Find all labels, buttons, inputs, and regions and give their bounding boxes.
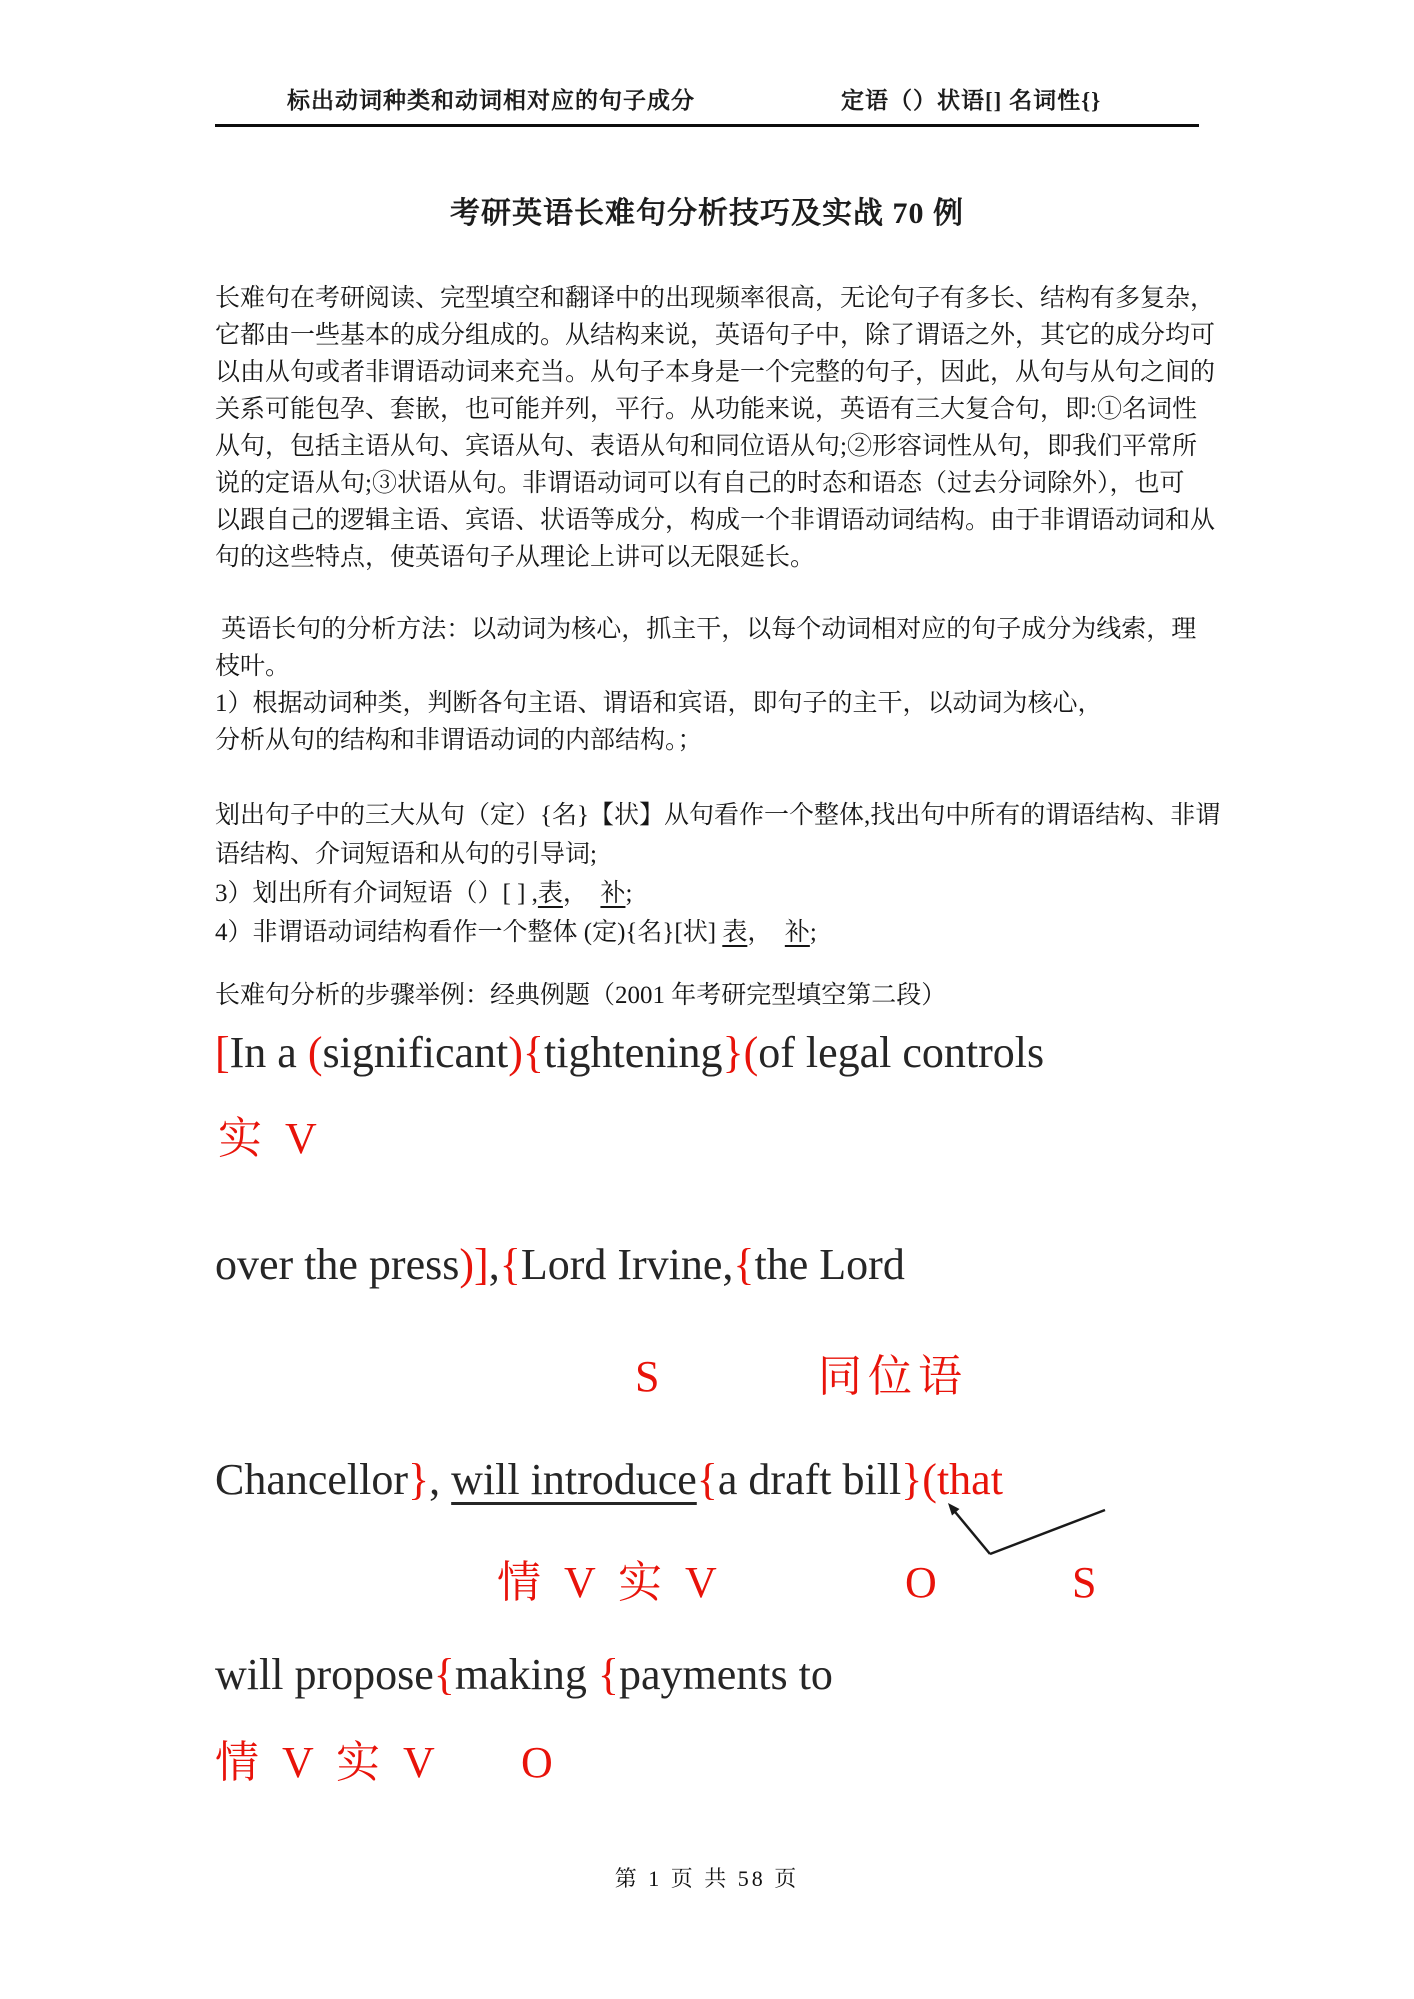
text-line: 以由从句或者非谓语动词来充当。从句子本身是一个完整的句子，因此，从句与从句之间的 (215, 359, 1216, 386)
example-caption: 长难句分析的步骤举例：经典例题（2001 年考研完型填空第二段） (215, 982, 947, 1009)
annotation-mark: [ (215, 1028, 230, 1077)
sentence-text: a draft bill (717, 1455, 902, 1504)
page-footer: 第 1 页 共 58 页 (614, 1866, 800, 1891)
sentence-line-4 (215, 1650, 833, 1701)
annotation-mark: { (499, 1240, 521, 1289)
sentence-text: will introduce (451, 1455, 697, 1504)
sentence-text: ， (562, 880, 601, 907)
annotation-mark: ){ (508, 1028, 545, 1077)
sentence-text: , (429, 1455, 452, 1504)
sentence-text: 补 (600, 880, 626, 907)
annotation-arrow (938, 1498, 1113, 1560)
annotation-o: O (905, 1558, 943, 1607)
sentence-text: ; (625, 880, 633, 907)
annotation-qing-v-shi-v-2: 情 V 实 V (215, 1738, 441, 1787)
sentence-text: 3）划出所有介词短语（）[ ] , (215, 880, 538, 907)
sentence-text: 表 (537, 880, 563, 907)
annotation-o-2: O (521, 1738, 559, 1787)
annotation-s: S (635, 1352, 666, 1401)
sentence-line-1 (215, 1028, 1044, 1079)
annotation-mark: } (901, 1455, 923, 1504)
sentence-text: Chancellor (215, 1455, 409, 1504)
sentence-text: In a (229, 1028, 308, 1077)
sentence-text: Lord Irvine, (520, 1240, 734, 1289)
header-rule (215, 124, 1199, 127)
text-line (215, 913, 1220, 952)
annotation-mark: { (597, 1650, 619, 1699)
sentence-text: payments to (619, 1650, 833, 1699)
annotation-mark: ( (307, 1028, 323, 1077)
sentence-text: will propose (215, 1650, 434, 1699)
annotation-qing-v-shi-v: 情 V 实 V (497, 1558, 723, 1607)
text-line: 以跟自己的逻辑主语、宾语、状语等成分，构成一个非谓语动词结构。由于非谓语动词和从 (215, 507, 1216, 534)
header-right-legend: 定语（）状语[] 名词性{} (841, 88, 1102, 113)
method-paragraph (215, 611, 1196, 759)
steps-paragraph (215, 796, 1220, 952)
text-line: 1）根据动词种类，判断各句主语、谓语和宾语，即句子的主干，以动词为核心， (215, 690, 1103, 717)
annotation-mark: } (408, 1455, 430, 1504)
sentence-text: 补 (784, 919, 810, 946)
sentence-text: significant (322, 1028, 509, 1077)
text-line: 枝叶。 (215, 653, 291, 680)
text-line: 英语长句的分析方法：以动词为核心，抓主干，以每个动词相对应的句子成分为线索，理 (215, 616, 1197, 643)
sentence-line-2 (215, 1240, 905, 1291)
sentence-text: of legal controls (758, 1028, 1045, 1077)
annotation-mark: (that (922, 1455, 1003, 1504)
sentence-text: making (454, 1650, 598, 1699)
annotation-mark: { (733, 1240, 755, 1289)
sentence-text: the Lord (754, 1240, 905, 1289)
text-line: 关系可能包孕、套嵌，也可能并列，平行。从功能来说，英语有三大复合句，即:①名词性 (215, 396, 1197, 423)
sentence-text: ; (809, 919, 817, 946)
annotation-shi-v: 实 V (218, 1114, 323, 1163)
text-line: 它都由一些基本的成分组成的。从结构来说，英语句子中，除了谓语之外，其它的成分均可 (215, 322, 1216, 349)
sentence-line-3 (215, 1455, 1003, 1506)
sentence-text: , (488, 1240, 500, 1289)
intro-paragraph (215, 280, 1215, 576)
text-line: 分析从句的结构和非谓语动词的内部结构。； (215, 727, 703, 754)
sentence-text: 4）非谓语动词结构看作一个整体 (定){名}[状] (215, 919, 723, 946)
text-line: 说的定语从句;③状语从句。非谓语动词可以有自己的时态和语态（过去分词除外），也可 (215, 470, 1185, 497)
annotation-mark: { (433, 1650, 455, 1699)
annotation-apposition: 同位语 (818, 1352, 968, 1401)
doc-title: 考研英语长难句分析技巧及实战 70 例 (450, 197, 964, 230)
text-line: 划出句子中的三大从句（定）{名}【状】从句看作一个整体,找出句中所有的谓语结构、非谓 (215, 802, 1221, 829)
sentence-text: over the press (215, 1240, 460, 1289)
annotation-mark: )] (459, 1240, 489, 1289)
sentence-text: 表 (722, 919, 748, 946)
annotation-s-2: S (1072, 1558, 1103, 1607)
text-line: 语结构、介词短语和从句的引导词; (215, 841, 597, 868)
text-line (215, 874, 1220, 913)
annotation-mark: }( (722, 1028, 759, 1077)
text-line: 长难句在考研阅读、完型填空和翻译中的出现频率很高，无论句子有多长、结构有多复杂， (215, 285, 1216, 312)
sentence-text: ， (747, 919, 785, 946)
text-line: 从句，包括主语从句、宾语从句、表语从句和同位语从句;②形容词性从句，即我们平常所 (215, 433, 1197, 460)
header-left-text: 标出动词种类和动词相对应的句子成分 (287, 88, 695, 113)
sentence-text: tightening (544, 1028, 723, 1077)
text-line: 句的这些特点，使英语句子从理论上讲可以无限延长。 (215, 544, 816, 571)
annotation-mark: { (696, 1455, 718, 1504)
